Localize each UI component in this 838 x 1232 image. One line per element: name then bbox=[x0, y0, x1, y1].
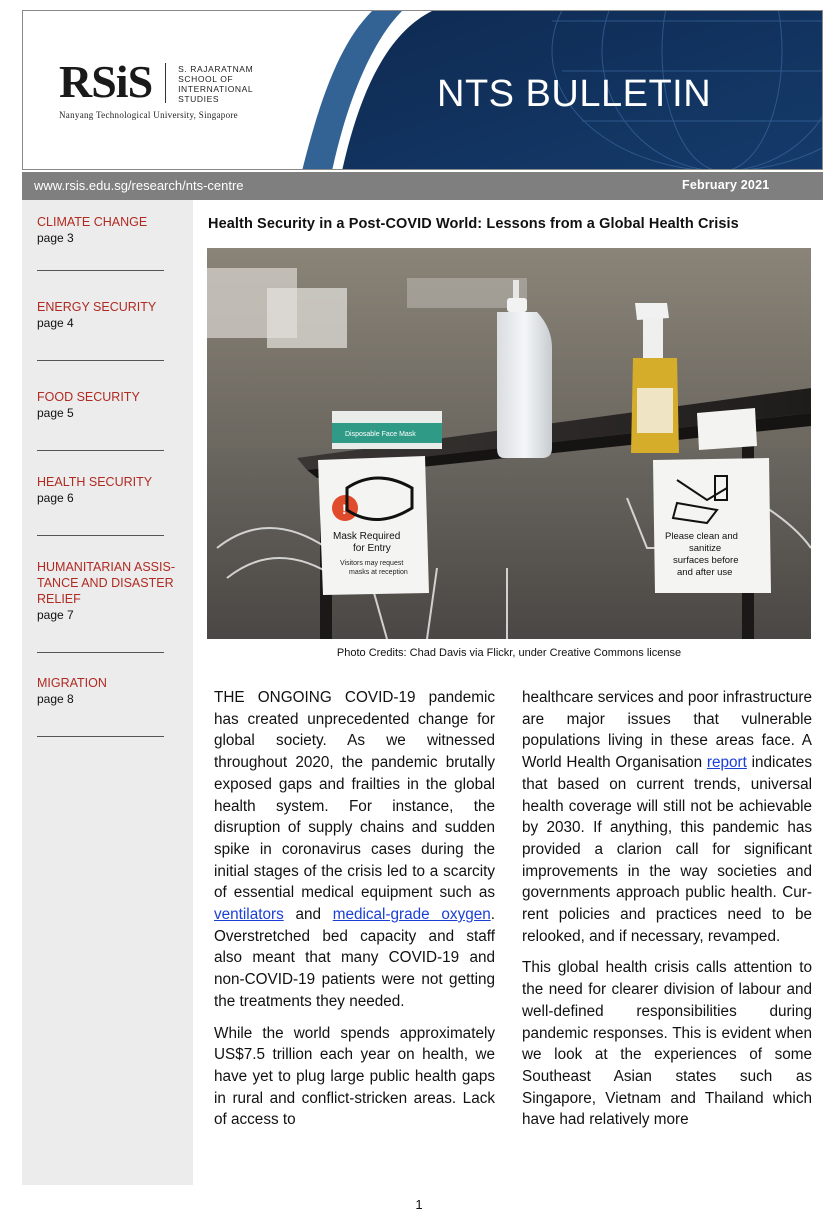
who-report-link[interactable]: report bbox=[706, 754, 747, 772]
toc-item-health-security[interactable] bbox=[37, 474, 185, 506]
svg-text:!: ! bbox=[342, 501, 347, 517]
article-column-right bbox=[522, 687, 812, 1141]
paragraph: This global health crisis calls attention to the need for clearer division of labour and well-defined responsibilities during pandemic responses. This is evident when we look at the experiences of some Southeast Asian states such as Singapore, Vietnam and Thailand which have had relatively more bbox=[522, 959, 812, 1129]
text-run: indicates that based on current trends, universal health coverage will still not be achievable by 2030. If anything, this pandemic has provided a clarion call for significant improvements in the way societies and governments approach public health. Current policies and practices need to be relooked, and if necessary, revamped. bbox=[522, 754, 813, 945]
divider bbox=[37, 736, 164, 737]
text-run: THE ONGOING COVID-19 pandemic has created unprecedented change for global society. As we witnessed throughout 2020, the pandemic brutally exposed gaps and frailties in the global health system. For instance, the disruption of supply chains and sudden spike in coronavirus cases during the initial stages of the crisis led to a scarcity of essential medical equipment such as bbox=[214, 689, 495, 902]
url-bar bbox=[22, 172, 823, 200]
paragraph: While the world spends approximately US$7.5 trillion each year on health, we have yet to plug large public health gaps in rural and conflict-stricken areas. Lack of access to bbox=[214, 1024, 495, 1129]
toc-title: FOOD SECURITY bbox=[37, 390, 140, 404]
paragraph bbox=[522, 687, 812, 947]
page-number: 1 bbox=[415, 1197, 423, 1212]
toc-title: CLIMATE CHANGE bbox=[37, 215, 148, 229]
toc-page: page 6 bbox=[37, 491, 74, 505]
svg-text:Please clean and: Please clean and bbox=[665, 531, 738, 542]
divider bbox=[37, 535, 164, 536]
toc-page: page 3 bbox=[37, 231, 74, 245]
article-title: Health Security in a Post-COVID World: Lessons from a Global Health Crisis bbox=[208, 216, 739, 232]
article-column-left bbox=[214, 687, 495, 1141]
contents-sidebar bbox=[22, 200, 193, 1185]
ventilators-link[interactable]: ventilators bbox=[214, 906, 284, 924]
photo-credit: Photo Credits: Chad Davis via Flickr, under Creative Commons license bbox=[336, 647, 682, 659]
masthead bbox=[22, 10, 823, 170]
toc-title: HEALTH SECURITY bbox=[37, 475, 153, 489]
photo-illustration bbox=[207, 248, 811, 639]
school-line: S. RAJARATNAM bbox=[178, 64, 254, 74]
text-run: healthcare services and poor infrastructure are major issues that vulnerable populations living in these areas face. A World Health Organisation bbox=[522, 689, 812, 772]
rsis-logo bbox=[59, 56, 254, 107]
svg-text:Mask Required: Mask Required bbox=[333, 531, 401, 542]
bulletin-title: NTS BULLETIN bbox=[437, 73, 712, 115]
divider bbox=[37, 270, 164, 271]
divider bbox=[37, 360, 164, 361]
text-run: . Overstretched bed capacity and staff also meant that many COVID-19 and non-COVID-19 patients were not getting the treatments they needed. bbox=[214, 906, 495, 1010]
school-line: SCHOOL OF bbox=[178, 74, 234, 84]
divider bbox=[37, 450, 164, 451]
toc-title: ENERGY SECURITY bbox=[37, 300, 157, 314]
school-line: INTERNATIONAL bbox=[178, 84, 254, 94]
divider bbox=[37, 652, 164, 653]
svg-text:surfaces before: surfaces before bbox=[673, 555, 739, 566]
issue-date: February 2021 bbox=[682, 178, 770, 192]
toc-item-food-security[interactable] bbox=[37, 389, 185, 421]
toc-title: MIGRATION bbox=[37, 676, 107, 690]
toc-title-line: TANCE AND DISASTER bbox=[37, 576, 174, 590]
svg-text:for Entry: for Entry bbox=[353, 543, 391, 554]
toc-title-line: RELIEF bbox=[37, 592, 81, 606]
toc-page: page 4 bbox=[37, 316, 74, 330]
school-line: STUDIES bbox=[178, 94, 220, 104]
toc-title-line: HUMANITARIAN ASSIS- bbox=[37, 560, 175, 574]
mask-box-label: Disposable Face Mask bbox=[345, 431, 416, 438]
logo-divider bbox=[165, 63, 166, 103]
paragraph bbox=[214, 687, 495, 1013]
oxygen-link[interactable]: medical-grade oxygen bbox=[332, 906, 491, 924]
logo-school-name bbox=[178, 64, 253, 104]
toc-page: page 7 bbox=[37, 608, 74, 622]
toc-page: page 8 bbox=[37, 692, 74, 706]
svg-text:masks at reception: masks at reception bbox=[349, 569, 408, 576]
text-run: and bbox=[283, 906, 333, 924]
toc-item-humanitarian-assistance[interactable] bbox=[37, 559, 185, 623]
mask-box-count: 50 bbox=[412, 450, 419, 456]
article-photo bbox=[207, 248, 811, 639]
svg-text:Visitors may request: Visitors may request bbox=[340, 560, 404, 567]
toc-item-energy-security[interactable] bbox=[37, 299, 185, 331]
toc-item-migration[interactable] bbox=[37, 675, 185, 707]
toc-item-climate-change[interactable] bbox=[37, 214, 185, 246]
logo-mark: RSiS bbox=[59, 56, 153, 107]
svg-text:sanitize: sanitize bbox=[689, 543, 722, 554]
university-name: Nanyang Technological University, Singapore bbox=[59, 110, 238, 120]
svg-text:and after use: and after use bbox=[677, 567, 733, 578]
website-link[interactable]: www.rsis.edu.sg/research/nts-centre bbox=[34, 178, 244, 193]
toc-page: page 5 bbox=[37, 406, 74, 420]
